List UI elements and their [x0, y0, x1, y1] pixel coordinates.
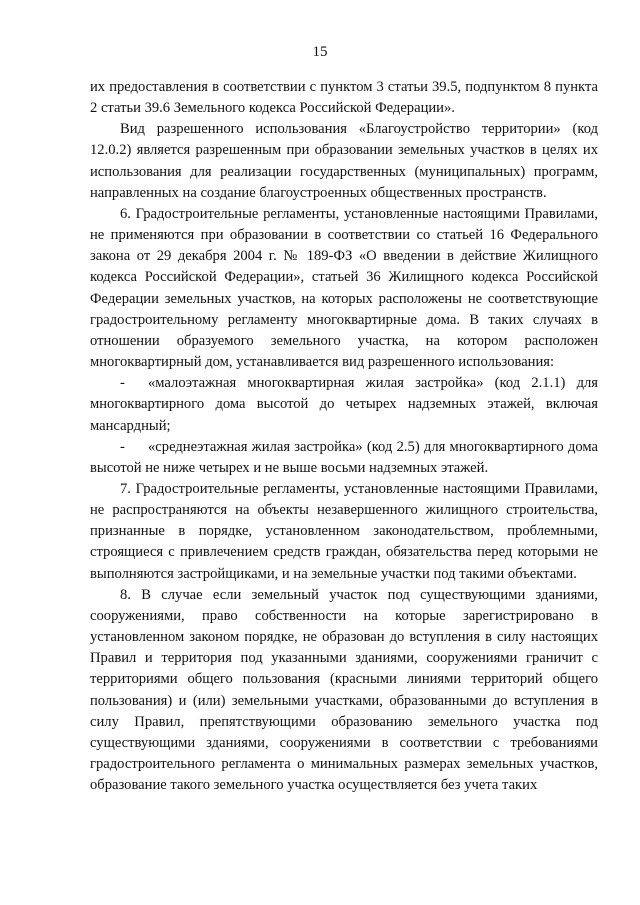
document-body	[90, 77, 598, 796]
list-item-mid-rise	[90, 437, 598, 479]
paragraph-item-8: 8. В случае если земельный участок под существующими зданиями, сооружениями, право собственности на которые зарегистрировано в установленном законом порядке, не образован до вступления в силу настоящих Правил и территория под указанными зданиями, сооружениями граничит с территориями общего пользования (красными линиями территорий общего пользования) и (или) земельными участками, образованными до вступления в силу Правил, препятствующими образованию земельного участка под существующими зданиями, сооружениями в соответствии с требованиями градостроительного регламента о минимальных размерах земельных участков, образование такого земельного участка осуществляется без учета таких	[90, 586, 598, 794]
list-item-low-rise	[90, 373, 598, 436]
list-item-text: «среднеэтажная жилая застройка» (код 2.5) для многоквартирного дома высотой не ниже четырех и не выше восьми надземных этажей.	[90, 438, 598, 476]
page-number: 15	[312, 44, 328, 60]
dash-marker: -	[120, 438, 125, 455]
paragraph-landscaping-use: Вид разрешенного использования «Благоустройство территории» (код 12.0.2) является разрешенным при образовании земельных участков в целях их использования для реализации государственных (муниципальных) программ, направленных на создание благоустроенных общественных пространств.	[90, 121, 598, 201]
paragraph-continuation: их предоставления в соответствии с пунктом 3 статьи 39.5, подпунктом 8 пункта 2 статьи 39.6 Земельного кодекса Российской Федерации».	[90, 79, 598, 117]
dash-marker: -	[120, 375, 125, 392]
paragraph-item-7: 7. Градостроительные регламенты, установленные настоящими Правилами, не распространяются на объекты незавершенного жилищного строительства, признанные в порядке, установленном законодательством, проблемными, строящиеся с привлечением средств граждан, обязательства перед которыми не выполняются застройщиками, и на земельные участки под такими объектами.	[90, 480, 598, 582]
list-item-text: «малоэтажная многоквартирная жилая застройка» (код 2.1.1) для многоквартирного дома высотой до четырех надземных этажей, включая мансардный;	[90, 375, 598, 434]
paragraph-item-6: 6. Градостроительные регламенты, установленные настоящими Правилами, не применяются при образовании в соответствии со статьей 16 Федерального закона от 29 декабря 2004 г. № 189-ФЗ «О введении в действие Жилищного кодекса Российской Федерации», статьей 36 Жилищного кодекса Российской Федерации земельных участков, на которых расположены не соответствующие градостроительному регламенту многоквартирные дома. В таких случаях в отношении образуемого земельного участка, на котором расположен многоквартирный дом, устанавливается вид разрешенного использования:	[90, 205, 598, 371]
